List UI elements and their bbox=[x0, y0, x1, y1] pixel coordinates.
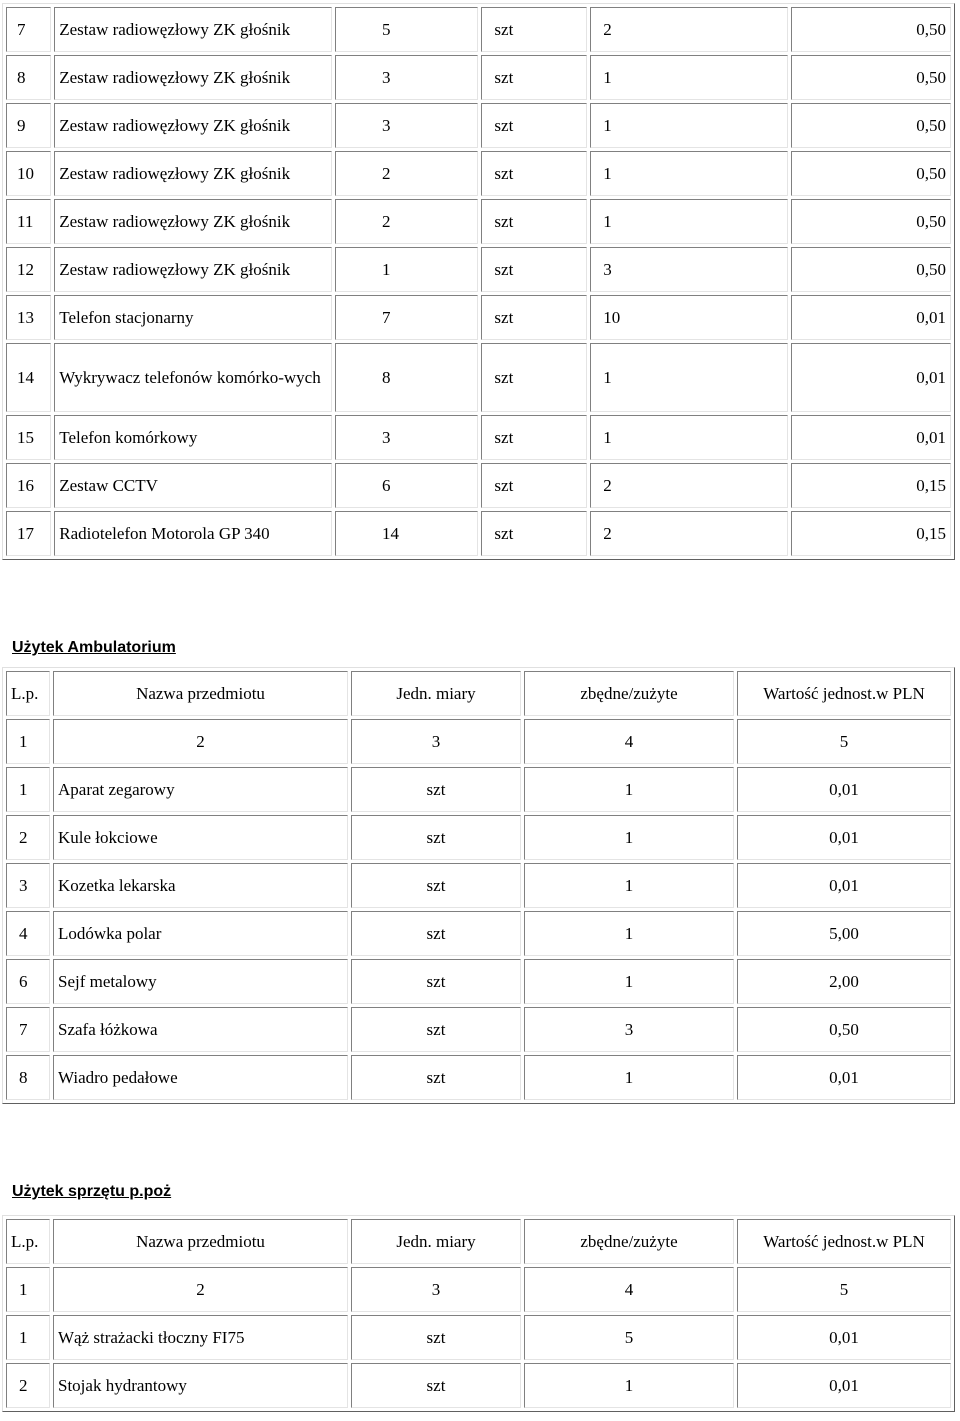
unit-value-cell: 0,50 bbox=[791, 55, 951, 100]
row-number-cell: 1 bbox=[6, 1315, 50, 1360]
unit-value-cell: 2,00 bbox=[737, 959, 951, 1004]
unit-cell: szt bbox=[481, 247, 587, 292]
quantity-cell: 2 bbox=[335, 151, 478, 196]
column-header: Jedn. miary bbox=[351, 1219, 521, 1264]
row-number-cell: 15 bbox=[6, 415, 51, 460]
item-name-cell: Wąż strażacki tłoczny FI75 bbox=[53, 1315, 348, 1360]
column-number: 3 bbox=[351, 719, 521, 764]
table-row bbox=[6, 911, 951, 956]
unit-value-cell: 0,15 bbox=[791, 511, 951, 556]
table-row bbox=[6, 151, 951, 196]
unit-cell: szt bbox=[351, 911, 521, 956]
count-cell: 10 bbox=[590, 295, 788, 340]
column-header: Nazwa przedmiotu bbox=[53, 671, 348, 716]
column-number: 5 bbox=[737, 719, 951, 764]
item-name-cell: Radiotelefon Motorola GP 340 bbox=[54, 511, 332, 556]
item-name-cell: Sejf metalowy bbox=[53, 959, 348, 1004]
row-number-cell: 8 bbox=[6, 1055, 50, 1100]
column-number: 3 bbox=[351, 1267, 521, 1312]
unit-value-cell: 0,50 bbox=[791, 103, 951, 148]
count-cell: 1 bbox=[524, 815, 734, 860]
count-cell: 1 bbox=[590, 55, 788, 100]
count-cell: 1 bbox=[524, 911, 734, 956]
count-cell: 3 bbox=[590, 247, 788, 292]
row-number-cell: 4 bbox=[6, 911, 50, 956]
unit-cell: szt bbox=[351, 767, 521, 812]
inventory-table-body bbox=[6, 671, 951, 1100]
section-heading-ambulatorium: Użytek Ambulatorium bbox=[12, 639, 176, 656]
count-cell: 3 bbox=[524, 1007, 734, 1052]
item-name-cell: Zestaw radiowęzłowy ZK głośnik bbox=[54, 151, 332, 196]
unit-cell: szt bbox=[351, 1363, 521, 1408]
item-name-cell: Zestaw radiowęzłowy ZK głośnik bbox=[54, 247, 332, 292]
unit-cell: szt bbox=[481, 103, 587, 148]
item-name-cell: Zestaw CCTV bbox=[54, 463, 332, 508]
inventory-table-body bbox=[6, 1219, 951, 1408]
count-cell: 2 bbox=[590, 463, 788, 508]
row-number-cell: 12 bbox=[6, 247, 51, 292]
table-row bbox=[6, 1315, 951, 1360]
table-row bbox=[6, 959, 951, 1004]
table-row bbox=[6, 1007, 951, 1052]
column-header: zbędne/zużyte bbox=[524, 1219, 734, 1264]
row-number-cell: 14 bbox=[6, 343, 51, 412]
count-cell: 1 bbox=[524, 1363, 734, 1408]
table-row bbox=[6, 815, 951, 860]
unit-value-cell: 0,15 bbox=[791, 463, 951, 508]
count-cell: 1 bbox=[524, 1055, 734, 1100]
section-heading-fire-equipment: Użytek sprzętu p.poż bbox=[12, 1183, 172, 1200]
item-name-cell: Zestaw radiowęzłowy ZK głośnik bbox=[54, 199, 332, 244]
unit-cell: szt bbox=[351, 815, 521, 860]
unit-value-cell: 0,01 bbox=[791, 343, 951, 412]
unit-cell: szt bbox=[481, 55, 587, 100]
item-name-cell: Telefon komórkowy bbox=[54, 415, 332, 460]
count-cell: 1 bbox=[590, 199, 788, 244]
count-cell: 1 bbox=[524, 863, 734, 908]
column-header: Nazwa przedmiotu bbox=[53, 1219, 348, 1264]
column-number-row bbox=[6, 1267, 951, 1312]
quantity-cell: 14 bbox=[335, 511, 478, 556]
table-row bbox=[6, 1363, 951, 1408]
quantity-cell: 5 bbox=[335, 7, 478, 52]
column-number-row bbox=[6, 719, 951, 764]
column-header: L.p. bbox=[6, 1219, 50, 1264]
unit-cell: szt bbox=[481, 343, 587, 412]
quantity-cell: 6 bbox=[335, 463, 478, 508]
count-cell: 1 bbox=[590, 103, 788, 148]
item-name-cell: Wykrywacz telefonów komórko-wych bbox=[54, 343, 332, 412]
count-cell: 2 bbox=[590, 7, 788, 52]
table-row bbox=[6, 247, 951, 292]
inventory-table-ambulatorium bbox=[2, 667, 955, 1104]
row-number-cell: 11 bbox=[6, 199, 51, 244]
row-number-cell: 13 bbox=[6, 295, 51, 340]
quantity-cell: 7 bbox=[335, 295, 478, 340]
column-header: Wartość jednost.w PLN bbox=[737, 671, 951, 716]
column-number: 1 bbox=[6, 1267, 50, 1312]
table-row bbox=[6, 103, 951, 148]
item-name-cell: Zestaw radiowęzłowy ZK głośnik bbox=[54, 103, 332, 148]
unit-value-cell: 0,50 bbox=[791, 151, 951, 196]
table-row bbox=[6, 199, 951, 244]
row-number-cell: 9 bbox=[6, 103, 51, 148]
quantity-cell: 3 bbox=[335, 415, 478, 460]
table-row bbox=[6, 767, 951, 812]
unit-value-cell: 0,01 bbox=[737, 815, 951, 860]
table-row bbox=[6, 863, 951, 908]
inventory-table-communication bbox=[2, 3, 955, 560]
column-header: zbędne/zużyte bbox=[524, 671, 734, 716]
unit-cell: szt bbox=[481, 463, 587, 508]
column-number: 1 bbox=[6, 719, 50, 764]
unit-value-cell: 0,50 bbox=[791, 7, 951, 52]
count-cell: 1 bbox=[590, 415, 788, 460]
inventory-table-fire-equipment bbox=[2, 1215, 955, 1412]
unit-value-cell: 0,01 bbox=[791, 415, 951, 460]
table-header-row bbox=[6, 1219, 951, 1264]
unit-cell: szt bbox=[481, 151, 587, 196]
unit-value-cell: 0,01 bbox=[791, 295, 951, 340]
unit-cell: szt bbox=[481, 511, 587, 556]
quantity-cell: 2 bbox=[335, 199, 478, 244]
item-name-cell: Kozetka lekarska bbox=[53, 863, 348, 908]
count-cell: 5 bbox=[524, 1315, 734, 1360]
unit-value-cell: 0,01 bbox=[737, 863, 951, 908]
unit-value-cell: 0,50 bbox=[737, 1007, 951, 1052]
column-number: 2 bbox=[53, 1267, 348, 1312]
row-number-cell: 17 bbox=[6, 511, 51, 556]
unit-cell: szt bbox=[351, 863, 521, 908]
row-number-cell: 16 bbox=[6, 463, 51, 508]
row-number-cell: 1 bbox=[6, 767, 50, 812]
item-name-cell: Szafa łóżkowa bbox=[53, 1007, 348, 1052]
table-row bbox=[6, 295, 951, 340]
quantity-cell: 3 bbox=[335, 55, 478, 100]
row-number-cell: 10 bbox=[6, 151, 51, 196]
table-row bbox=[6, 463, 951, 508]
row-number-cell: 7 bbox=[6, 1007, 50, 1052]
unit-cell: szt bbox=[351, 959, 521, 1004]
count-cell: 1 bbox=[590, 343, 788, 412]
unit-value-cell: 0,01 bbox=[737, 767, 951, 812]
unit-value-cell: 0,50 bbox=[791, 247, 951, 292]
row-number-cell: 8 bbox=[6, 55, 51, 100]
item-name-cell: Lodówka polar bbox=[53, 911, 348, 956]
table-header-row bbox=[6, 671, 951, 716]
unit-cell: szt bbox=[351, 1315, 521, 1360]
quantity-cell: 3 bbox=[335, 103, 478, 148]
table-row bbox=[6, 55, 951, 100]
quantity-cell: 1 bbox=[335, 247, 478, 292]
column-header: Wartość jednost.w PLN bbox=[737, 1219, 951, 1264]
table-row bbox=[6, 511, 951, 556]
inventory-table-body bbox=[6, 7, 951, 556]
unit-cell: szt bbox=[481, 295, 587, 340]
column-header: Jedn. miary bbox=[351, 671, 521, 716]
table-row bbox=[6, 343, 951, 412]
item-name-cell: Kule łokciowe bbox=[53, 815, 348, 860]
item-name-cell: Zestaw radiowęzłowy ZK głośnik bbox=[54, 7, 332, 52]
unit-cell: szt bbox=[481, 7, 587, 52]
item-name-cell: Zestaw radiowęzłowy ZK głośnik bbox=[54, 55, 332, 100]
item-name-cell: Wiadro pedałowe bbox=[53, 1055, 348, 1100]
unit-cell: szt bbox=[351, 1055, 521, 1100]
table-row bbox=[6, 7, 951, 52]
column-number: 2 bbox=[53, 719, 348, 764]
row-number-cell: 2 bbox=[6, 1363, 50, 1408]
column-number: 4 bbox=[524, 719, 734, 764]
unit-value-cell: 0,01 bbox=[737, 1055, 951, 1100]
unit-value-cell: 0,01 bbox=[737, 1315, 951, 1360]
item-name-cell: Stojak hydrantowy bbox=[53, 1363, 348, 1408]
row-number-cell: 6 bbox=[6, 959, 50, 1004]
column-number: 4 bbox=[524, 1267, 734, 1312]
item-name-cell: Telefon stacjonarny bbox=[54, 295, 332, 340]
unit-value-cell: 0,01 bbox=[737, 1363, 951, 1408]
row-number-cell: 2 bbox=[6, 815, 50, 860]
table-row bbox=[6, 1055, 951, 1100]
quantity-cell: 8 bbox=[335, 343, 478, 412]
item-name-cell: Aparat zegarowy bbox=[53, 767, 348, 812]
table-row bbox=[6, 415, 951, 460]
count-cell: 1 bbox=[524, 767, 734, 812]
unit-cell: szt bbox=[481, 415, 587, 460]
unit-value-cell: 5,00 bbox=[737, 911, 951, 956]
count-cell: 1 bbox=[524, 959, 734, 1004]
column-header: L.p. bbox=[6, 671, 50, 716]
row-number-cell: 7 bbox=[6, 7, 51, 52]
unit-cell: szt bbox=[351, 1007, 521, 1052]
count-cell: 1 bbox=[590, 151, 788, 196]
unit-value-cell: 0,50 bbox=[791, 199, 951, 244]
row-number-cell: 3 bbox=[6, 863, 50, 908]
column-number: 5 bbox=[737, 1267, 951, 1312]
count-cell: 2 bbox=[590, 511, 788, 556]
unit-cell: szt bbox=[481, 199, 587, 244]
